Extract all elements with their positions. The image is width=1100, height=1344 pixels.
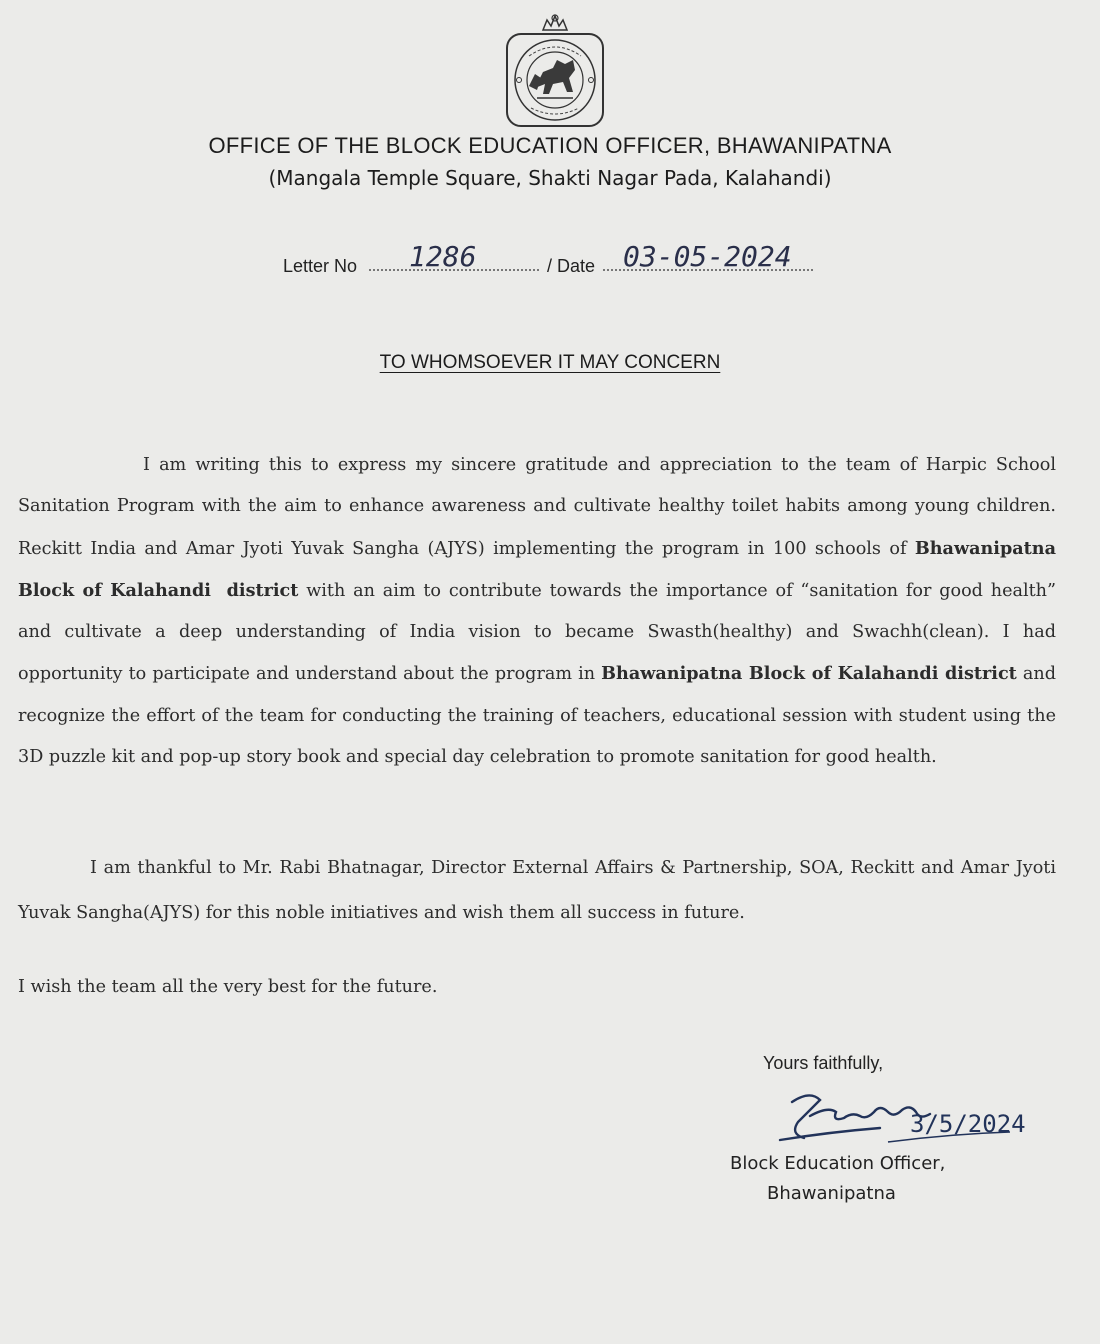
body-paragraph-3: I wish the team all the very best for the future. xyxy=(18,977,438,997)
office-address: (Mangala Temple Square, Shakti Nagar Pada, Kalahandi) xyxy=(268,166,832,190)
p1-part-g: and recognize the effort of the team for conducting the training of teachers, educational session with student using the 3D puzzle kit and pop-up story book and special day celebration to promote sanitation for good health. xyxy=(18,664,1056,768)
p1-bold-block: Bhawanipatna Block of Kalahandi xyxy=(18,537,1056,601)
p1-part-a: I am writing this to express my sincere gratitude and appreciation to the team of Harpic School Sanitation Program with the aim to enhance awareness and cultivate healthy toilet habits among young children. Reckitt India and Amar Jyoti Yuvak Sangha (AJYS) implementing the program in 100 schools of xyxy=(18,455,1056,559)
body-paragraph-2: I am thankful to Mr. Rabi Bhatnagar, Director External Affairs & Partnership, SOA, Reckitt and Amar Jyoti Yuvak Sangha(AJYS) for this noble initiatives and wish them all success in future. xyxy=(18,858,1056,923)
p1-gap xyxy=(211,581,227,601)
closing-salutation: Yours faithfully, xyxy=(763,1053,884,1073)
p1-part-e: with an aim to contribute towards the importance of “sanitation for good health” and cultivate a deep understanding of India vision to became Swasth(healthy) and Swachh(clean). I had opportunity to participate and understand about the program in xyxy=(18,580,1056,685)
letter-no-value: 1286 xyxy=(409,240,477,273)
reference-line xyxy=(283,242,843,282)
office-title: OFFICE OF THE BLOCK EDUCATION OFFICER, BHAWANIPATNA xyxy=(208,133,892,158)
signature-date: 3/5/2024 xyxy=(910,1110,1026,1138)
date-value: 03-05-2024 xyxy=(623,240,792,273)
designation-place: Bhawanipatna xyxy=(767,1183,896,1204)
body-paragraph-1 xyxy=(18,445,1056,778)
date-label: / Date xyxy=(547,256,596,276)
signature xyxy=(770,1082,1070,1162)
subject-text: TO WHOMSOEVER IT MAY CONCERN xyxy=(379,352,721,373)
p1-bold-block-district: Bhawanipatna Block of Kalahandi district xyxy=(601,663,1017,685)
government-seal-icon xyxy=(499,8,611,130)
letter-no-label: Letter No xyxy=(283,256,358,276)
designation: Block Education Officer, xyxy=(730,1153,946,1174)
subject-heading xyxy=(0,352,1100,374)
p1-bold-district: district xyxy=(226,579,299,601)
